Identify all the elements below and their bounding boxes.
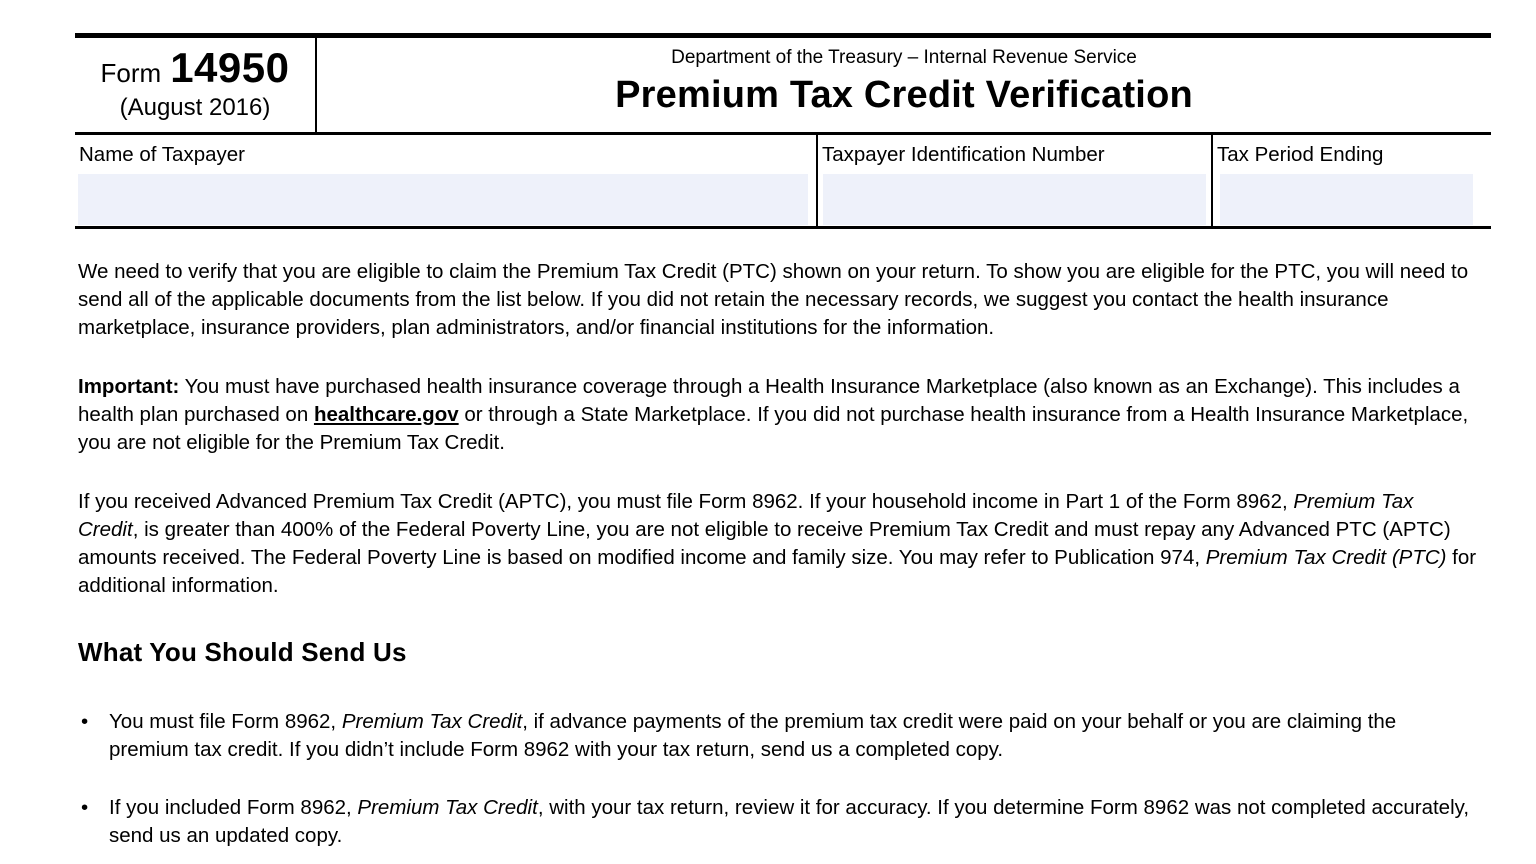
agency-line: Department of the Treasury – Internal Revenue Service [671, 47, 1137, 68]
form-title-box [317, 38, 1491, 132]
paragraph-1 [78, 258, 1478, 342]
bullet-icon: • [81, 796, 89, 819]
name-of-taxpayer-label: Name of Taxpayer [79, 143, 245, 166]
paragraph-3 [78, 488, 1478, 600]
bullet-item-1 [78, 708, 1473, 764]
text-segment: Premium Tax Credit [357, 796, 538, 819]
bullet-item-2 [78, 794, 1473, 850]
paragraph-2 [78, 373, 1478, 457]
body-copy [78, 258, 1491, 850]
section-heading: What You Should Send Us [78, 637, 407, 667]
field-cell-taxpayer-identification-number [816, 135, 1211, 226]
form-revision-date: (August 2016) [119, 94, 271, 121]
taxpayer-fields-row [75, 135, 1491, 229]
tax-period-ending-label: Tax Period Ending [1217, 143, 1384, 166]
field-cell-name-of-taxpayer [75, 135, 816, 226]
text-segment: Premium Tax Credit (PTC) [1205, 546, 1447, 569]
text-segment: We need to verify that you are eligible to claim the Premium Tax Credit (PTC) shown on your return. To show you are eligible for the PTC, you will need to send all of the applicable documents from the list below. If you did not retain the necessary records, we suggest you contact the health insurance marketplace, insurance providers, plan administrators, and/or financial institutions for the information. [78, 260, 1469, 339]
taxpayer-identification-number-label: Taxpayer Identification Number [822, 143, 1105, 166]
form-number-box [75, 38, 317, 132]
bullet-text [109, 708, 1473, 764]
taxpayer-identification-number-input[interactable] [823, 174, 1206, 225]
text-segment: You must file Form 8962, [109, 710, 342, 733]
text-segment: Important: [78, 375, 180, 398]
text-segment: , if advance payments of the premium tax credit were paid on your behalf or you are claiming the premium tax credit. If you didn’t include Form 8962 with your tax return, send us a completed copy. [109, 710, 1397, 761]
tax-period-ending-input[interactable] [1220, 174, 1473, 225]
text-segment: Premium Tax Credit [78, 490, 1414, 541]
text-segment: for additional information. [78, 546, 1477, 597]
field-cell-tax-period-ending [1211, 135, 1491, 226]
form-number-line [101, 44, 290, 92]
healthcare-gov-link[interactable]: healthcare.gov [313, 403, 459, 426]
text-segment: or through a State Marketplace. If you did not purchase health insurance from a Health Insurance Marketplace, you are not eligible for the Premium Tax Credit. [78, 403, 1469, 454]
bullet-icon: • [81, 710, 89, 733]
text-segment: , is greater than 400% of the Federal Poverty Line, you are not eligible to receive Premium Tax Credit and must repay any Advanced PTC (APTC) amounts received. The Federal Poverty Line is based on modified income and family size. You may refer to Publication 974, [78, 518, 1451, 569]
form-header [75, 33, 1491, 135]
text-segment: You must have purchased health insurance coverage through a Health Insurance Marketplace (also known as an Exchange). This includes a health plan purchased on [78, 375, 1460, 426]
form-title: Premium Tax Credit Verification [615, 74, 1193, 116]
form-number: 14950 [170, 44, 290, 91]
text-segment: , with your tax return, review it for accuracy. If you determine Form 8962 was not completed accurately, send us an updated copy. [109, 796, 1470, 847]
text-segment: If you included Form 8962, [109, 796, 358, 819]
text-segment: Premium Tax Credit [341, 710, 523, 733]
name-of-taxpayer-input[interactable] [78, 174, 808, 225]
form-label: Form [100, 58, 162, 88]
send-us-bullet-list [78, 708, 1491, 850]
form-page [0, 33, 1536, 864]
text-segment: If you received Advanced Premium Tax Credit (APTC), you must file Form 8962. If your household income in Part 1 of the Form 8962, [78, 490, 1294, 513]
intro-paragraphs [78, 258, 1491, 600]
bullet-text [109, 794, 1473, 850]
